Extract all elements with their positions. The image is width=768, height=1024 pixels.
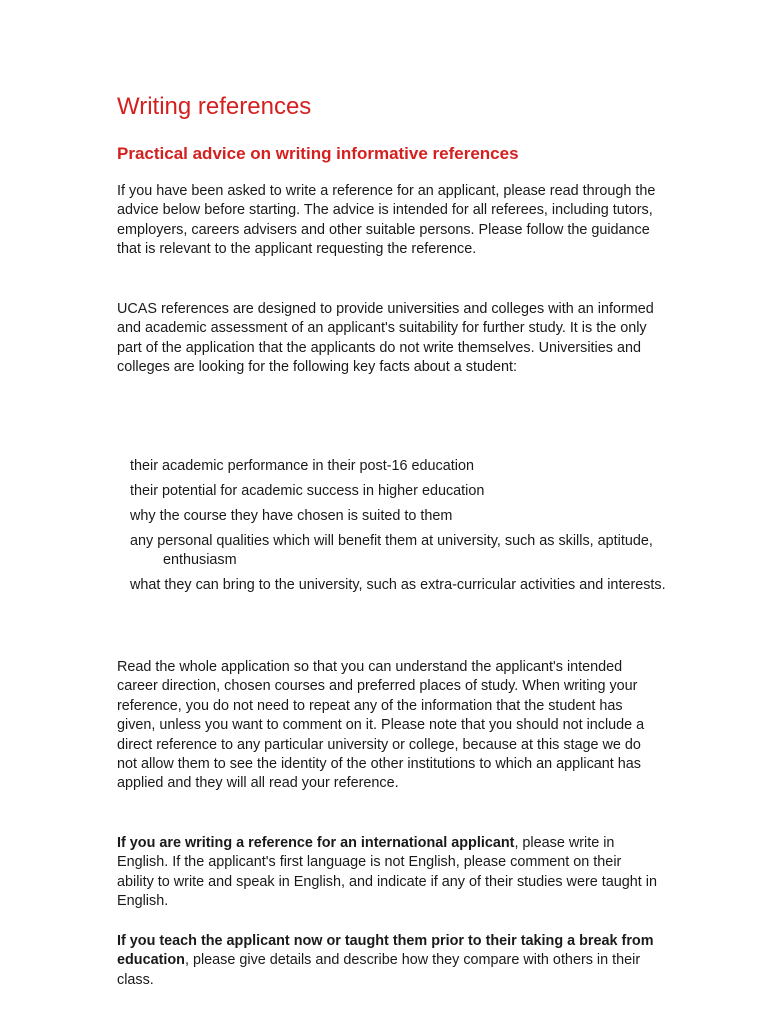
page-subtitle: Practical advice on writing informative references: [117, 144, 519, 163]
teach-applicant-paragraph: [117, 932, 662, 990]
list-item: what they can bring to the university, such as extra-curricular activities and interests.: [130, 577, 666, 594]
international-lead: If you are writing a reference for an international applicant: [117, 835, 515, 851]
list-item: why the course they have chosen is suited to them: [130, 508, 453, 524]
teach-lead: If you teach the applicant now or taught them prior to their taking a break from education: [117, 933, 654, 969]
list-item: any personal qualities which will benefit them at university, such as skills, aptitude, enthusiasm: [130, 533, 653, 569]
intro-paragraph: If you have been asked to write a reference for an applicant, please read through the advice below before starting. The advice is intended for all referees, including tutors, employers, careers advisers and other suitable persons. Please follow the guidance that is relevant to the applicant requesting the reference.: [117, 183, 656, 258]
key-facts-list: [130, 457, 670, 601]
ucas-paragraph: UCAS references are designed to provide universities and colleges with an informed and academic assessment of an applicant's suitability for further study. It is the only part of the application that the applicants do not write themselves. Universities and colleges are looking for the following key facts about a student:: [117, 301, 654, 376]
international-applicant-paragraph: [117, 834, 662, 912]
international-body: , please write in English. If the applicant's first language is not English, please comment on their ability to write and speak in English, and indicate if any of their studies were taught in English.: [117, 835, 657, 910]
page-title: Writing references: [117, 93, 312, 120]
teach-body: , please give details and describe how they compare with others in their class.: [117, 952, 641, 988]
list-item: their academic performance in their post-16 education: [130, 458, 474, 474]
list-item: their potential for academic success in higher education: [130, 483, 485, 499]
read-application-paragraph: Read the whole application so that you can understand the applicant's intended career direction, chosen courses and preferred places of study. When writing your reference, you do not need to repeat any of the information that the student has given, unless you want to comment on it. Please note that you should not include a direct reference to any particular university or college, because at this stage we do not allow them to see the identity of the other institutions to which an applicant has applied and they will all read your reference.: [117, 659, 645, 792]
